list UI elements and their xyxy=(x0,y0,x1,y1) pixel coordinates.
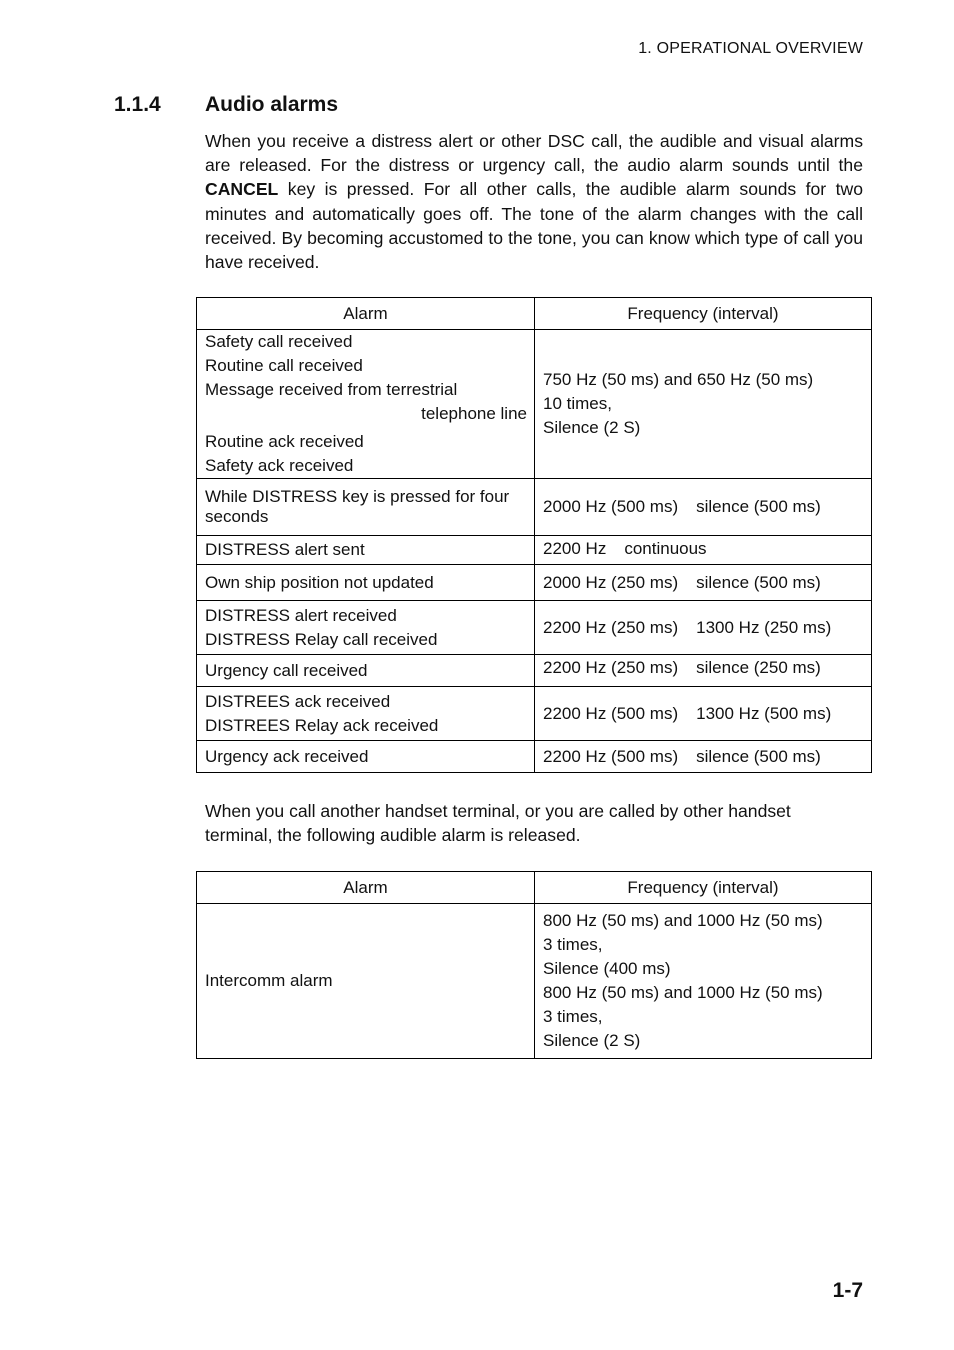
frequency-cell xyxy=(535,479,872,536)
freq-part: 2200 Hz (500 ms) xyxy=(543,746,679,766)
frequency-cell xyxy=(535,655,872,687)
freq-line: 750 Hz (50 ms) and 650 Hz (50 ms) xyxy=(543,370,814,389)
alarm-line: Safety call received xyxy=(205,332,353,351)
freq-part: 2200 Hz (500 ms) xyxy=(543,703,679,723)
freq-part: silence (500 ms) xyxy=(696,746,821,766)
table-row xyxy=(197,687,872,741)
table-row xyxy=(197,565,872,601)
table-row xyxy=(197,479,872,536)
alarm-cell xyxy=(197,687,535,741)
header-alarm: Alarm xyxy=(197,872,535,904)
freq-line: 10 times, xyxy=(543,394,612,413)
freq-line: Silence (400 ms) xyxy=(543,959,671,978)
header-frequency: Frequency (interval) xyxy=(535,298,872,330)
alarm-cell: Urgency ack received xyxy=(197,741,535,773)
freq-line: 800 Hz (50 ms) and 1000 Hz (50 ms) xyxy=(543,983,823,1002)
intro-text-2: key is pressed. For all other calls, the audible alarm sounds for two minutes and automatically goes off. The tone of the alarm changes with the call received. By becoming accustomed to the tone, you can know which type of call you have received. xyxy=(205,179,863,273)
freq-part: 2200 Hz (250 ms) xyxy=(543,617,679,637)
alarm-cell: Own ship position not updated xyxy=(197,565,535,601)
frequency-cell xyxy=(535,601,872,655)
frequency-cell xyxy=(535,741,872,773)
table-header-row xyxy=(197,298,872,330)
section-number: 1.1.4 xyxy=(114,93,161,116)
freq-part: silence (500 ms) xyxy=(696,572,821,592)
alarm-line: DISTREES ack received xyxy=(205,691,391,711)
freq-part: silence (500 ms) xyxy=(696,497,821,516)
running-header: 1. OPERATIONAL OVERVIEW xyxy=(638,40,863,57)
table-row xyxy=(197,330,872,479)
section-heading xyxy=(114,93,338,117)
alarm-cell xyxy=(197,330,535,479)
freq-line: 800 Hz (50 ms) and 1000 Hz (50 ms) xyxy=(543,911,823,930)
alarm-line: Routine ack received xyxy=(205,432,364,451)
alarm-cell: Intercomm alarm xyxy=(197,904,535,1059)
alarm-line: Routine call received xyxy=(205,356,363,375)
page-number: 1-7 xyxy=(832,1279,863,1302)
freq-part: 1300 Hz (250 ms) xyxy=(696,617,832,637)
alarm-line: DISTRESS alert received xyxy=(205,605,397,625)
table-row xyxy=(197,601,872,655)
alarm-cell: While DISTRESS key is pressed for four seconds xyxy=(197,479,535,536)
table-row xyxy=(197,741,872,773)
handset-paragraph: When you call another handset terminal, or you are called by other handset terminal, the following audible alarm is released. xyxy=(205,801,791,846)
frequency-cell xyxy=(535,904,872,1059)
intercomm-alarm-table xyxy=(196,871,872,1059)
freq-part: 2000 Hz (250 ms) xyxy=(543,572,679,592)
table-row xyxy=(197,536,872,565)
freq-part: 2200 Hz (250 ms) xyxy=(543,658,679,677)
table-header-row xyxy=(197,872,872,904)
alarm-line: DISTRESS Relay call received xyxy=(205,629,438,649)
audio-alarm-table xyxy=(196,297,872,773)
header-alarm: Alarm xyxy=(197,298,535,330)
alarm-line: telephone line xyxy=(421,404,527,423)
freq-line: 3 times, xyxy=(543,935,603,954)
freq-part: 1300 Hz (500 ms) xyxy=(696,703,832,723)
frequency-cell xyxy=(535,330,872,479)
freq-part: continuous xyxy=(624,539,707,558)
table-row xyxy=(197,655,872,687)
intro-text-1: When you receive a distress alert or other DSC call, the audible and visual alarms are released. For the distress or urgency call, the audio alarm sounds until the xyxy=(205,131,863,176)
cancel-key-label: CANCEL xyxy=(205,179,279,200)
header-frequency: Frequency (interval) xyxy=(535,872,872,904)
freq-part: 2000 Hz (500 ms) xyxy=(543,497,679,516)
section-title: Audio alarms xyxy=(205,93,339,116)
freq-line: 3 times, xyxy=(543,1007,603,1026)
freq-part: 2200 Hz xyxy=(543,539,607,558)
freq-line: Silence (2 S) xyxy=(543,418,641,437)
frequency-cell xyxy=(535,565,872,601)
table-row xyxy=(197,904,872,1059)
alarm-cell: Urgency call received xyxy=(197,655,535,687)
alarm-cell xyxy=(197,601,535,655)
alarm-line: Message received from terrestrial xyxy=(205,380,458,399)
frequency-cell xyxy=(535,536,872,565)
freq-part: silence (250 ms) xyxy=(696,658,821,677)
alarm-line: Safety ack received xyxy=(205,456,354,475)
alarm-cell: DISTRESS alert sent xyxy=(197,536,535,565)
frequency-cell xyxy=(535,687,872,741)
freq-line: Silence (2 S) xyxy=(543,1031,641,1050)
intro-paragraph xyxy=(205,129,863,274)
alarm-line: DISTREES Relay ack received xyxy=(205,715,439,735)
